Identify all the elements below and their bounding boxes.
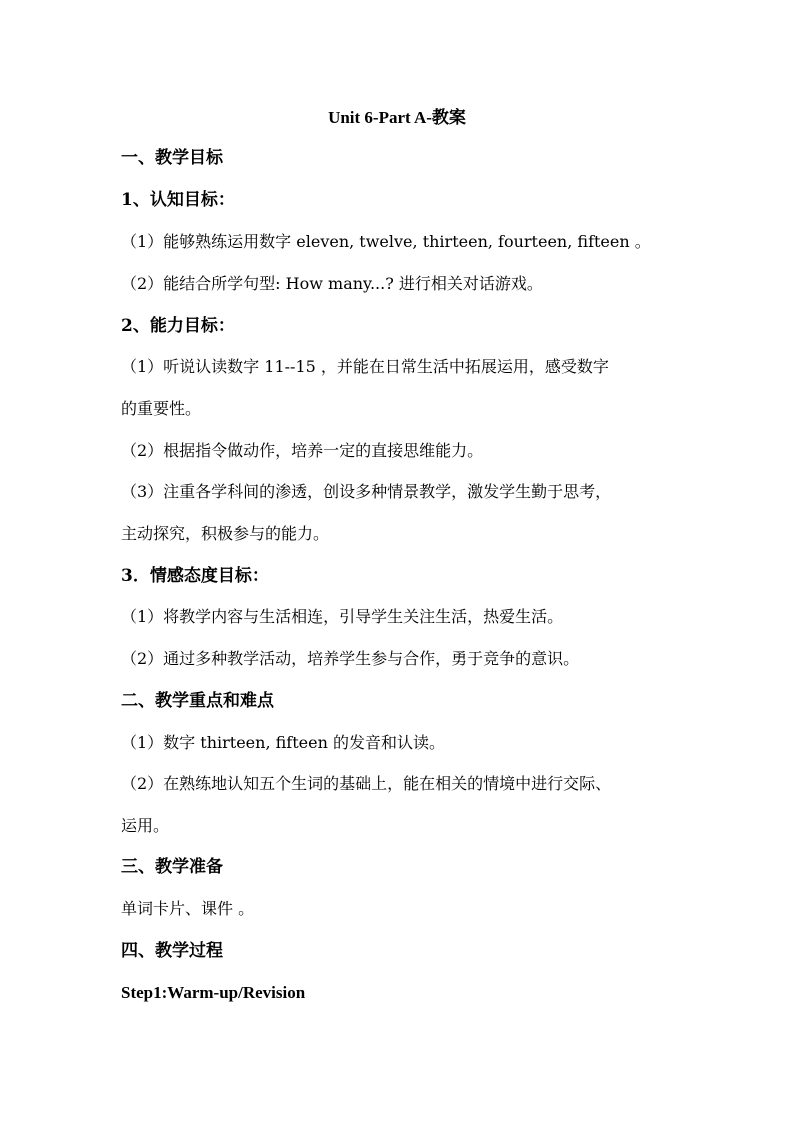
- page-title: Unit 6-Part A-教案: [328, 108, 466, 127]
- section-heading-preparation: 三、教学准备: [121, 857, 223, 877]
- paragraph-line: （1）数字 thirteen, fifteen 的发音和认读。: [121, 733, 445, 752]
- section-heading-procedure: 四、教学过程: [121, 941, 223, 961]
- paragraph-line: 的重要性。: [121, 399, 202, 418]
- section-heading-objectives: 一、教学目标: [121, 148, 223, 168]
- subheading-cognitive-goals: 1、认知目标：: [121, 190, 235, 210]
- step-heading: Step1:Warm-up/Revision: [121, 983, 306, 1002]
- paragraph-line: （1）听说认读数字 11--15 ，并能在日常生活中拓展运用，感受数字: [121, 357, 609, 376]
- paragraph-line: 主动探究，积极参与的能力。: [121, 524, 330, 543]
- paragraph-line: （2）在熟练地认知五个生词的基础上，能在相关的情境中进行交际、: [121, 774, 612, 793]
- paragraph-line: （1）将教学内容与生活相连，引导学生关注生活，热爱生活。: [121, 607, 564, 626]
- section-heading-key-points: 二、教学重点和难点: [121, 691, 274, 711]
- paragraph-line: （3）注重各学科间的渗透，创设多种情景教学，激发学生勤于思考，: [121, 482, 612, 501]
- paragraph-line: （2）通过多种教学活动，培养学生参与合作，勇于竞争的意识。: [121, 649, 580, 668]
- paragraph-line: 运用。: [121, 816, 170, 835]
- subheading-attitude-goals: 3．情感态度目标：: [121, 566, 269, 586]
- paragraph-line: （2）根据指令做动作，培养一定的直接思维能力。: [121, 441, 484, 460]
- paragraph-line: （2）能结合所学句型: How many...? 进行相关对话游戏。: [121, 274, 543, 293]
- subheading-ability-goals: 2、能力目标：: [121, 316, 235, 336]
- paragraph-line: 单词卡片、课件 。: [121, 899, 255, 918]
- paragraph-line: （1）能够熟练运用数字 eleven, twelve, thirteen, fourteen, fifteen 。: [121, 232, 651, 251]
